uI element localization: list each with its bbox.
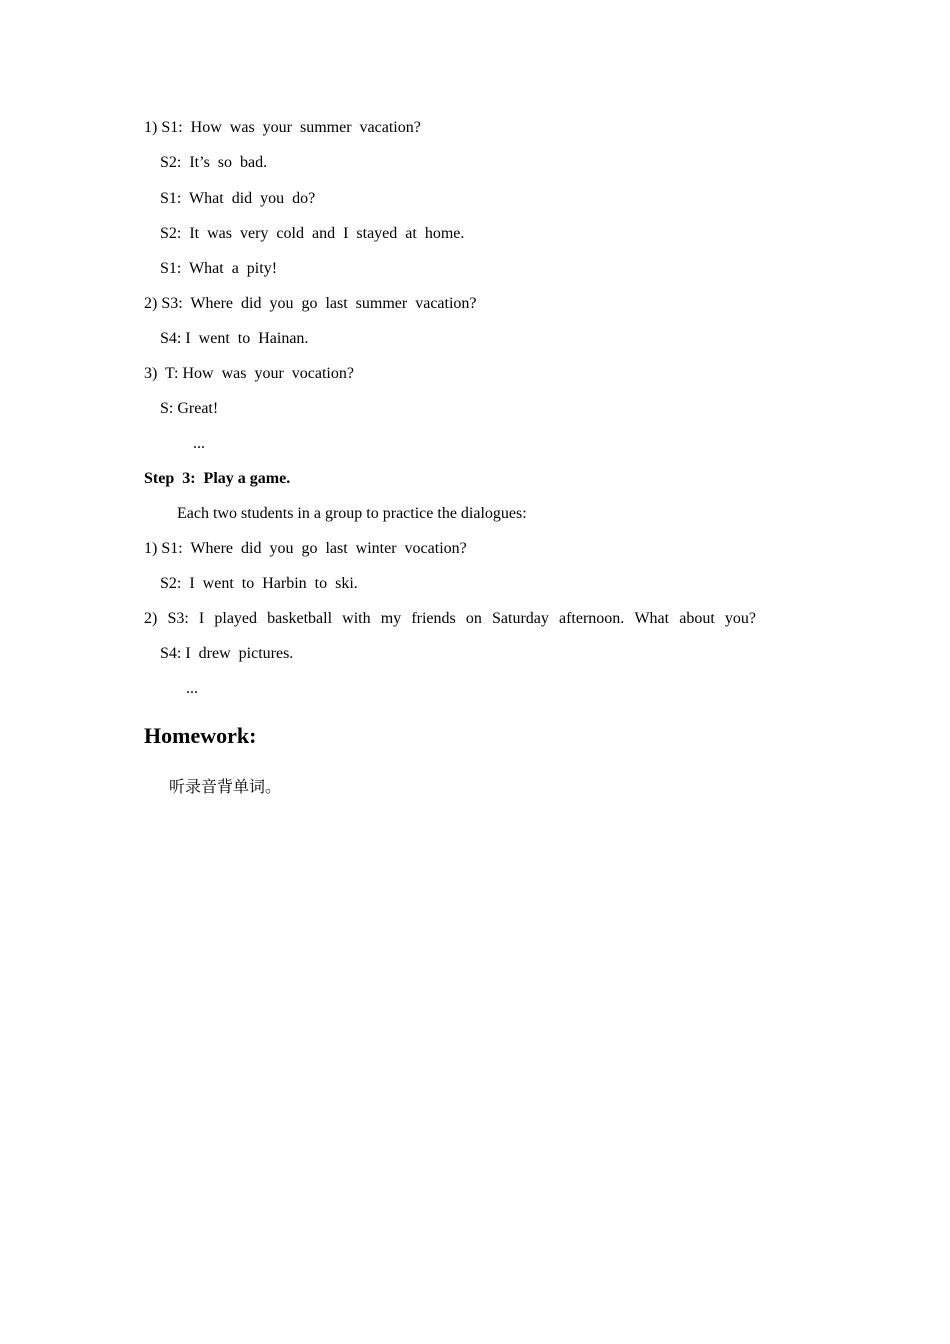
word: 2): [144, 610, 158, 627]
word: on: [465, 610, 482, 627]
dialogue1-line2: S2: It’s so bad.: [160, 154, 268, 171]
word: about: [679, 610, 715, 627]
word: played: [214, 610, 258, 627]
dialogue3-line2: S: Great!: [160, 400, 219, 417]
word: with: [342, 610, 371, 627]
word: basketball: [267, 610, 333, 627]
word: afternoon.: [559, 610, 625, 627]
dialogue1-line5: S1: What a pity!: [160, 260, 278, 277]
step3-dialogue1-line1: 1) S1: Where did you go last winter vocation?: [144, 540, 467, 557]
word: Saturday: [492, 610, 549, 627]
word: What: [634, 610, 670, 627]
homework-text: 听录音背单词。: [169, 777, 282, 796]
word: I: [198, 610, 205, 627]
dialogue1-line4: S2: It was very cold and I stayed at home.: [160, 225, 465, 242]
dialogue2-line2: S4: I went to Hainan.: [160, 330, 309, 347]
word: you?: [724, 610, 756, 627]
word: my: [380, 610, 402, 627]
homework-heading: Homework:: [144, 723, 257, 748]
step3-dialogue2-line2: S4: I drew pictures.: [160, 645, 294, 662]
dialogue3-ellipsis: ...: [193, 435, 205, 452]
step3-title: Step 3: Play a game.: [144, 470, 291, 487]
dialogue1-line1: 1) S1: How was your summer vacation?: [144, 119, 421, 136]
word: S3:: [167, 610, 189, 627]
dialogue2-line1: 2) S3: Where did you go last summer vacation?: [144, 295, 477, 312]
word: friends: [411, 610, 456, 627]
step3-ellipsis: ...: [186, 680, 198, 697]
step3-dialogue1-line2: S2: I went to Harbin to ski.: [160, 575, 358, 592]
dialogue3-line1: 3) T: How was your vocation?: [144, 365, 354, 382]
step3-dialogue2-line1: [144, 609, 756, 629]
dialogue1-line3: S1: What did you do?: [160, 190, 316, 207]
step3-instruction: Each two students in a group to practice the dialogues:: [177, 505, 527, 522]
